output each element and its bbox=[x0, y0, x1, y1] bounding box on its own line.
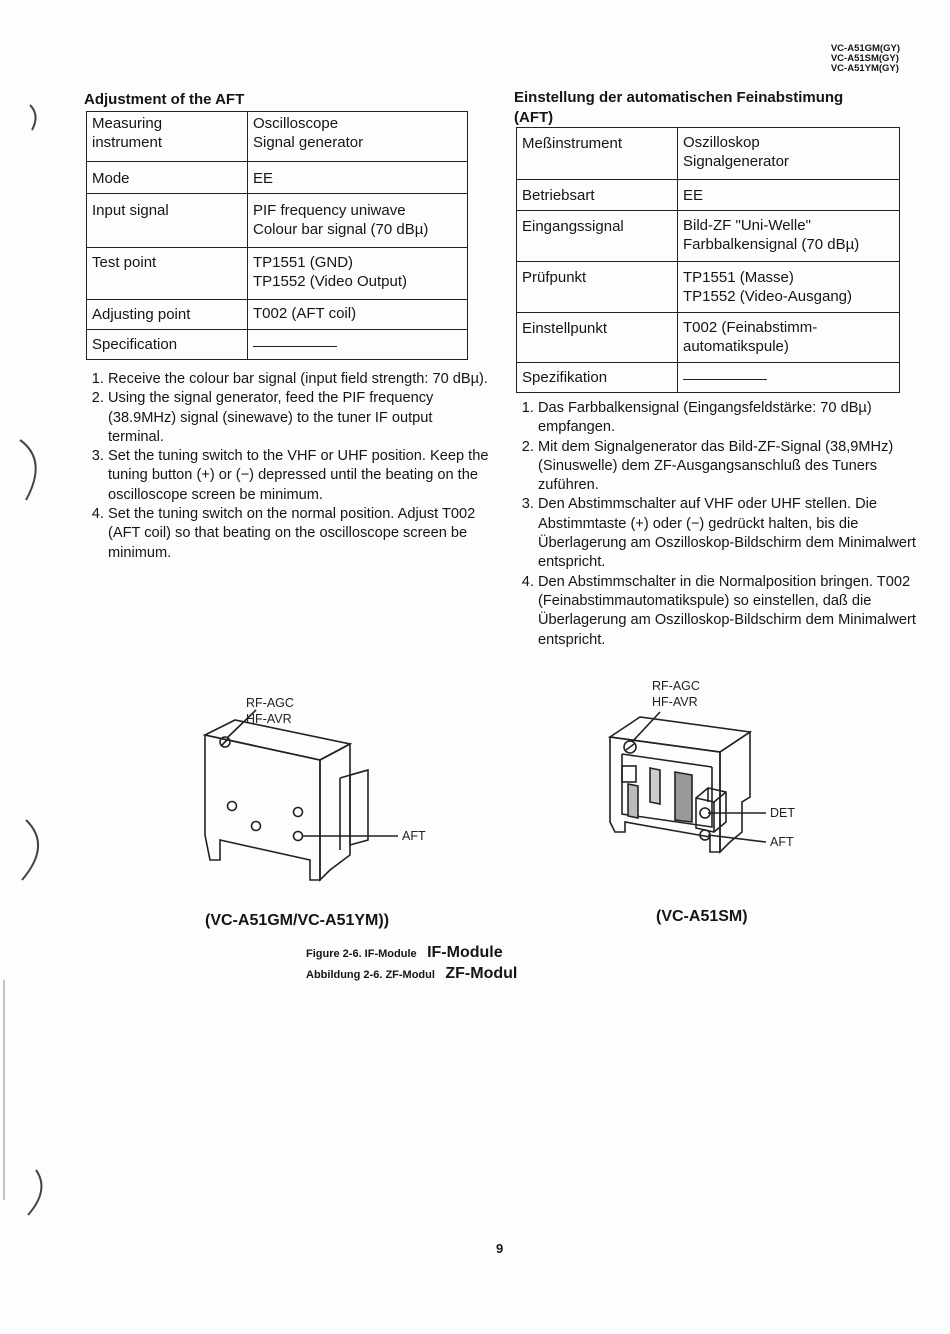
det-label: DET bbox=[770, 806, 795, 820]
row-value: EE bbox=[248, 162, 468, 194]
row-value bbox=[248, 330, 468, 360]
component bbox=[650, 768, 660, 804]
component bbox=[622, 766, 636, 782]
row-value: T002 (AFT coil) bbox=[248, 300, 468, 330]
hf-avr-label: HF-AVR bbox=[652, 695, 698, 709]
rf-agc-label: RF-AGC bbox=[652, 679, 700, 693]
list-item: 3. Set the tuning switch to the VHF or UHF position. Keep the tuning button (+) or (−) depressed until the beating on the oscilloscope screen be minimum. bbox=[108, 447, 490, 505]
specification-dash bbox=[683, 379, 767, 380]
hole bbox=[228, 802, 237, 811]
row-value: TP1551 (GND) TP1552 (Video Output) bbox=[248, 248, 468, 300]
figure-label-de: Abbildung 2-6. ZF-Modul bbox=[306, 969, 435, 981]
table-row bbox=[87, 330, 468, 360]
page-number: 9 bbox=[496, 1241, 504, 1256]
module-connector bbox=[350, 770, 368, 845]
table-row bbox=[517, 363, 900, 393]
module-side-face bbox=[320, 744, 350, 880]
row-label: Spezifikation bbox=[517, 363, 678, 393]
component bbox=[628, 784, 638, 818]
hf-avr-label: HF-AVR bbox=[246, 712, 292, 726]
aft-hole bbox=[294, 832, 303, 841]
figure-title-en bbox=[306, 943, 517, 964]
list-item: 1. Das Farbbalkensignal (Eingangsfeldstärke: 70 dBµ) empfangen. bbox=[538, 399, 922, 438]
list-item: 1. Receive the colour bar signal (input field strength: 70 dBµ). bbox=[108, 370, 490, 389]
row-label: Eingangssignal bbox=[517, 211, 678, 262]
figure-name-de: ZF-Modul bbox=[445, 965, 518, 982]
model-sm: VC-A51SM(GY) bbox=[830, 53, 899, 64]
row-value: T002 (Feinabstimm- automatikspule) bbox=[678, 313, 900, 363]
left-figure-caption: (VC-A51GM/VC-A51YM)) bbox=[205, 912, 390, 929]
row-value bbox=[678, 363, 900, 393]
figure-title-block bbox=[306, 943, 517, 985]
specification-dash bbox=[253, 346, 337, 347]
figure-label-en: Figure 2-6. IF-Module bbox=[306, 948, 417, 960]
row-label: Input signal bbox=[87, 194, 248, 248]
row-label: Test point bbox=[87, 248, 248, 300]
figure-title-de bbox=[306, 964, 517, 985]
figure-name-en: IF-Module bbox=[427, 944, 503, 961]
right-section-title: Einstellung der automatischen Feinabstimung (AFT) bbox=[514, 89, 844, 126]
table-row bbox=[87, 300, 468, 330]
table-row bbox=[517, 211, 900, 262]
left-steps bbox=[86, 370, 490, 563]
if-module-diagram-gm-ym bbox=[170, 690, 460, 890]
row-value: EE bbox=[678, 180, 900, 211]
component bbox=[675, 772, 692, 822]
table-row bbox=[517, 180, 900, 211]
list-item: 3. Den Abstimmschalter auf VHF oder UHF stellen. Die Abstimmtaste (+) oder (−) gedrückt halten, bis die Überlagerung am Oszilloskop-Bildschirm dem Minimalwert entspricht. bbox=[538, 495, 922, 572]
rf-agc-leader bbox=[632, 712, 660, 742]
row-label: Specification bbox=[87, 330, 248, 360]
row-label: Adjusting point bbox=[87, 300, 248, 330]
list-item: 2. Using the signal generator, feed the PIF frequency (38.9MHz) signal (sinewave) to the tuner IF output terminal. bbox=[108, 389, 490, 447]
row-value: PIF frequency uniwave Colour bar signal (70 dBµ) bbox=[248, 194, 468, 248]
binding-hole-mark bbox=[20, 440, 36, 500]
list-item: 4. Den Abstimmschalter in die Normalposition bringen. T002 (Feinabstimmautomatikspule) so einstellen, daß die Überlagerung am Oszilloskop-Bildschirm dem Minimalwert entspricht. bbox=[538, 573, 922, 650]
binding-hole-mark bbox=[28, 1170, 41, 1215]
model-gm: VC-A51GM(GY) bbox=[830, 43, 900, 54]
binding-hole-mark bbox=[30, 105, 36, 130]
row-label: Meßinstrument bbox=[517, 128, 678, 180]
row-label: Einstellpunkt bbox=[517, 313, 678, 363]
hole bbox=[294, 808, 303, 817]
model-ym: VC-A51YM(GY) bbox=[830, 63, 899, 74]
table-row bbox=[87, 162, 468, 194]
row-value: TP1551 (Masse) TP1552 (Video-Ausgang) bbox=[678, 262, 900, 313]
row-label: Measuring instrument bbox=[87, 112, 248, 162]
rf-agc-label: RF-AGC bbox=[246, 696, 294, 710]
table-row bbox=[87, 194, 468, 248]
list-item: 2. Mit dem Signalgenerator das Bild-ZF-Signal (38,9MHz) (Sinuswelle) dem ZF-Ausgangsanschluß des Tuners zuführen. bbox=[538, 438, 922, 496]
table-row bbox=[517, 128, 900, 180]
if-module-diagram-sm bbox=[600, 672, 810, 867]
right-steps bbox=[516, 399, 922, 650]
row-label: Prüfpunkt bbox=[517, 262, 678, 313]
table-row bbox=[517, 313, 900, 363]
row-label: Betriebsart bbox=[517, 180, 678, 211]
hole bbox=[252, 822, 261, 831]
table-row bbox=[87, 248, 468, 300]
right-figure-caption: (VC-A51SM) bbox=[656, 908, 748, 925]
binding-hole-mark bbox=[22, 820, 38, 880]
left-spec-table bbox=[86, 111, 468, 360]
list-item: 4. Set the tuning switch on the normal position. Adjust T002 (AFT coil) so that beating on the oscilloscope screen be minimum. bbox=[108, 505, 490, 563]
aft-label: AFT bbox=[402, 829, 426, 843]
table-row bbox=[87, 112, 468, 162]
left-section-title: Adjustment of the AFT bbox=[84, 91, 245, 108]
row-value: Bild-ZF "Uni-Welle" Farbbalkensignal (70 dBµ) bbox=[678, 211, 900, 262]
row-value: Oscilloscope Signal generator bbox=[248, 112, 468, 162]
aft-label: AFT bbox=[770, 835, 794, 849]
right-spec-table bbox=[516, 127, 900, 393]
module-front-face bbox=[205, 735, 320, 880]
model-list bbox=[831, 44, 900, 74]
table-row bbox=[517, 262, 900, 313]
margin-marks bbox=[0, 80, 60, 1230]
row-value: Oszilloskop Signalgenerator bbox=[678, 128, 900, 180]
row-label: Mode bbox=[87, 162, 248, 194]
